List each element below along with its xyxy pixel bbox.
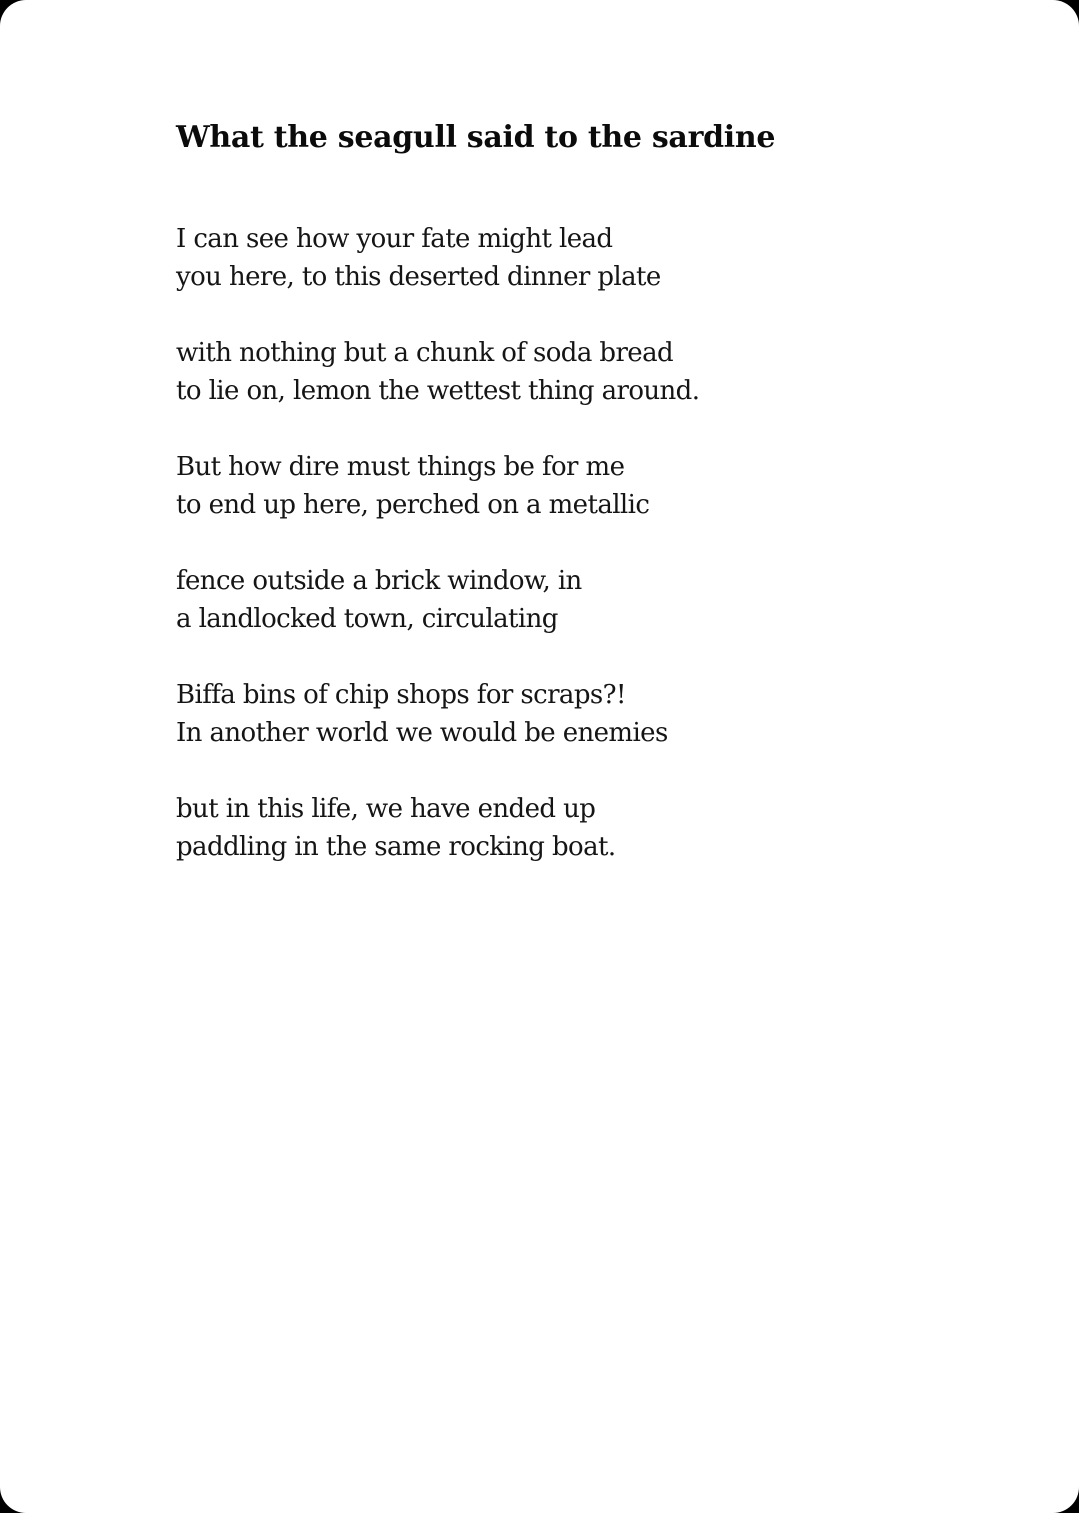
stanza-6 — [176, 790, 936, 866]
poem-line: but in this life, we have ended up — [176, 794, 596, 824]
poem — [176, 118, 936, 904]
stanza-1 — [176, 220, 936, 296]
poem-line: a landlocked town, circulating — [176, 604, 558, 634]
stanza-2 — [176, 334, 936, 410]
poem-line: I can see how your fate might lead — [176, 224, 613, 254]
poem-line: fence outside a brick window, in — [176, 566, 582, 596]
poem-line: to end up here, perched on a metallic — [176, 490, 650, 520]
poem-line: But how dire must things be for me — [176, 452, 625, 482]
poem-line: you here, to this deserted dinner plate — [176, 262, 661, 292]
stanza-5 — [176, 676, 936, 752]
poem-title: What the seagull said to the sardine — [176, 120, 776, 155]
stanza-3 — [176, 448, 936, 524]
poem-line: with nothing but a chunk of soda bread — [176, 338, 674, 368]
poem-line: In another world we would be enemies — [176, 718, 668, 748]
stanza-4 — [176, 562, 936, 638]
poem-line: Biffa bins of chip shops for scraps?! — [176, 680, 626, 710]
poem-line: to lie on, lemon the wettest thing around. — [176, 376, 700, 406]
poem-body — [176, 220, 936, 866]
poem-line: paddling in the same rocking boat. — [176, 832, 616, 862]
